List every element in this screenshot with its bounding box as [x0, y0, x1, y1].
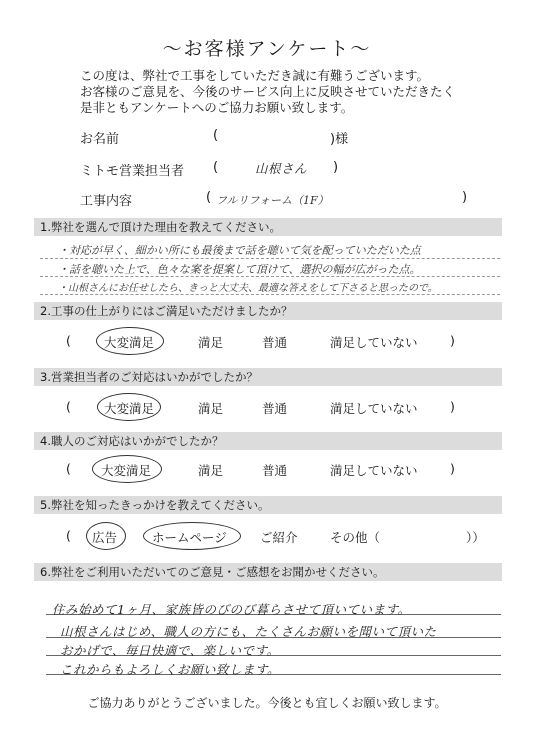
q6-answer-4: これからもよろしくお願い致します。	[60, 662, 281, 677]
q5-paren-close: ））	[466, 530, 485, 545]
question-3-header: 3.営業担当者のご対応はいかがでしたか？	[34, 368, 502, 386]
question-6-header: 6.弊社をご利用いただいてのご意見・ご感想をお聞かせください。	[34, 563, 502, 581]
name-paren-open: (	[213, 128, 219, 143]
name-label: お名前	[80, 132, 120, 147]
q1-line-3	[40, 294, 500, 295]
intro-line-1: この度は、弊社で工事をしていただき誠に有難うございます。	[80, 68, 430, 83]
staff-value: 山根さん	[255, 161, 308, 176]
q5-selection-circle-ad	[86, 522, 126, 550]
intro-line-3: 是非ともアンケートへのご協力お願い致します。	[80, 100, 354, 115]
work-paren-open: (	[206, 190, 212, 205]
work-value: フルリフォーム（1F）	[216, 194, 329, 207]
q4-option-unsatisfied[interactable]: 満足していない	[330, 463, 418, 478]
q3-paren-close: )	[450, 399, 455, 414]
work-label: 工事内容	[80, 194, 133, 209]
staff-label: ミトモ営業担当者	[80, 164, 185, 179]
q6-answer-3: おかげで、毎日快適で、楽しいです。	[60, 643, 280, 658]
q1-answer-2: ・話を聴いた上で、色々な案を提案して頂けて、選択の幅が広がった点。	[58, 263, 421, 276]
q6-answer-2: 山根さんはじめ、職人の方にも、たくさんお願いを聞いて頂いた	[60, 624, 437, 639]
q4-option-very-satisfied[interactable]: 大変満足	[101, 463, 152, 478]
q5-option-referral[interactable]: ご紹介	[260, 530, 298, 545]
question-5-header: 5.弊社を知ったきっかけを教えてください。	[34, 496, 502, 514]
q1-answer-3: ・山根さんにお任せしたら、きっと大丈夫、最適な答えをして下さると思ったので。	[58, 283, 438, 294]
q4-paren-open: (	[66, 461, 71, 476]
q5-paren-open: (	[66, 528, 71, 543]
q3-paren-open: (	[66, 399, 71, 414]
q3-option-neutral[interactable]: 普通	[262, 401, 288, 416]
q3-option-very-satisfied[interactable]: 大変満足	[104, 401, 155, 416]
q2-selection-circle	[96, 327, 164, 355]
question-2-header: 2.工事の仕上がりにはご満足いただけましたか？	[34, 302, 502, 320]
q4-option-satisfied[interactable]: 満足	[198, 463, 224, 478]
question-1-header: 1.弊社を選んで頂けた理由を教えてください。	[34, 218, 502, 236]
q1-line-1	[40, 258, 500, 259]
q5-option-ad[interactable]: 広告	[92, 530, 118, 545]
name-paren-close: )様	[330, 132, 349, 147]
staff-paren-open: (	[213, 160, 219, 175]
q2-option-very-satisfied[interactable]: 大変満足	[104, 335, 155, 350]
q2-paren-close: )	[450, 333, 455, 348]
q3-option-unsatisfied[interactable]: 満足していない	[330, 401, 418, 416]
question-4-header: 4.職人のご対応はいかがでしたか？	[34, 432, 502, 450]
q3-selection-circle	[97, 393, 161, 421]
staff-paren-close: )	[333, 160, 339, 175]
footer-thanks: ご協力ありがとうございました。今後とも宜しくお願い致します。	[87, 696, 447, 710]
survey-title: ～お客様アンケート～	[162, 38, 372, 60]
intro-line-2: お客様のご意見を、今後のサービス向上に反映させていただきたく	[80, 84, 456, 99]
q3-option-satisfied[interactable]: 満足	[198, 401, 224, 416]
q4-paren-close: )	[450, 461, 455, 476]
work-paren-close: )	[462, 190, 468, 205]
q6-answer-1: 住み始めて1ヶ月、家族皆のびのび暮らさせて頂いています。	[52, 602, 411, 617]
q4-selection-circle	[92, 455, 162, 483]
q5-selection-circle-homepage	[143, 522, 241, 550]
q5-option-other[interactable]: その他（	[330, 530, 381, 545]
q2-option-neutral[interactable]: 普通	[262, 335, 288, 350]
q2-option-satisfied[interactable]: 満足	[198, 335, 224, 350]
q4-option-neutral[interactable]: 普通	[262, 463, 288, 478]
q5-option-homepage[interactable]: ホームページ	[152, 530, 227, 545]
q1-answer-1: ・対応が早く、細かい所にも最後まで話を聴いて気を配っていただいた点	[58, 244, 421, 257]
q2-paren-open: (	[66, 333, 71, 348]
q2-option-unsatisfied[interactable]: 満足していない	[330, 335, 418, 350]
